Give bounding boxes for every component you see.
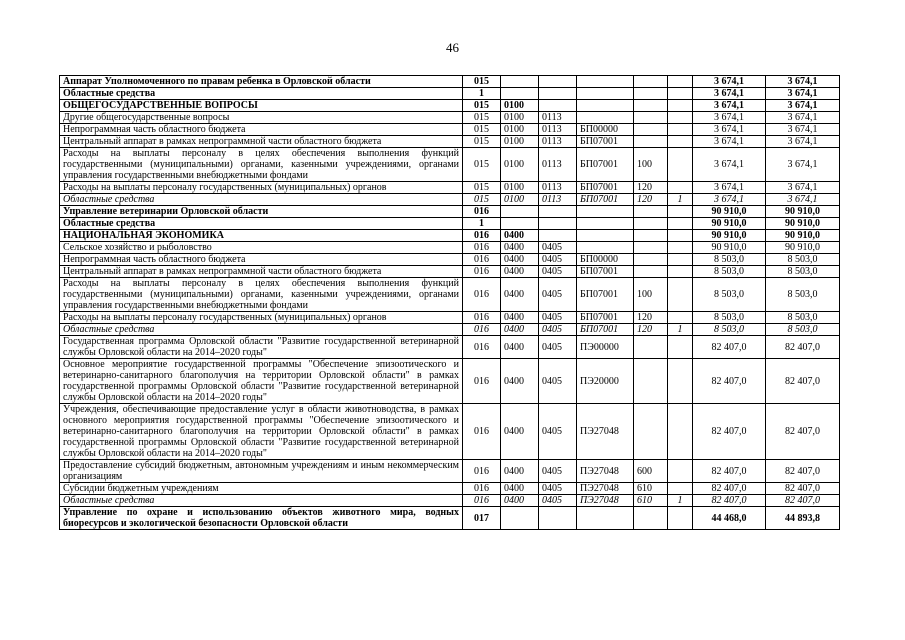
row-sum-1-cell: 3 674,1: [693, 76, 766, 88]
row-sum-1-cell: 3 674,1: [693, 112, 766, 124]
row-pr-cell: [539, 100, 577, 112]
row-pr-cell: 0405: [539, 359, 577, 404]
row-csr-cell: [577, 112, 634, 124]
row-glava-cell: 016: [463, 266, 501, 278]
row-csr-cell: БП07001: [577, 278, 634, 312]
row-vr-cell: 600: [634, 460, 668, 483]
table-row: [60, 206, 840, 218]
row-csr-cell: [577, 88, 634, 100]
row-source-cell: [668, 136, 693, 148]
row-vr-cell: [634, 136, 668, 148]
row-rz-cell: [501, 507, 539, 530]
row-rz-cell: 0400: [501, 242, 539, 254]
row-glava-cell: 016: [463, 404, 501, 460]
row-name-cell: Расходы на выплаты персоналу государственных (муниципальных) органов: [60, 312, 463, 324]
row-sum-2-cell: 90 910,0: [766, 206, 840, 218]
row-csr-cell: ПЭ27048: [577, 460, 634, 483]
row-csr-cell: ПЭ00000: [577, 336, 634, 359]
table-row: [60, 112, 840, 124]
row-sum-1-cell: 82 407,0: [693, 460, 766, 483]
row-vr-cell: 120: [634, 324, 668, 336]
row-csr-cell: БП07001: [577, 312, 634, 324]
row-glava-cell: 015: [463, 124, 501, 136]
row-sum-2-cell: 8 503,0: [766, 312, 840, 324]
row-sum-1-cell: 8 503,0: [693, 312, 766, 324]
row-sum-1-cell: 8 503,0: [693, 254, 766, 266]
row-name-cell: ОБЩЕГОСУДАРСТВЕННЫЕ ВОПРОСЫ: [60, 100, 463, 112]
row-glava-cell: 016: [463, 359, 501, 404]
row-source-cell: [668, 312, 693, 324]
row-csr-cell: БП07001: [577, 148, 634, 182]
row-vr-cell: [634, 218, 668, 230]
row-sum-2-cell: 3 674,1: [766, 194, 840, 206]
row-vr-cell: [634, 124, 668, 136]
row-rz-cell: 0400: [501, 404, 539, 460]
row-glava-cell: 015: [463, 136, 501, 148]
row-rz-cell: 0400: [501, 230, 539, 242]
table-row: [60, 136, 840, 148]
row-sum-1-cell: 8 503,0: [693, 266, 766, 278]
row-pr-cell: [539, 76, 577, 88]
row-rz-cell: [501, 218, 539, 230]
row-vr-cell: [634, 266, 668, 278]
row-csr-cell: БП07001: [577, 324, 634, 336]
row-csr-cell: [577, 76, 634, 88]
row-sum-2-cell: 8 503,0: [766, 324, 840, 336]
row-glava-cell: 015: [463, 76, 501, 88]
row-name-cell: Непрограммная часть областного бюджета: [60, 124, 463, 136]
row-pr-cell: [539, 88, 577, 100]
row-sum-1-cell: 3 674,1: [693, 100, 766, 112]
row-glava-cell: 015: [463, 112, 501, 124]
table-row: [60, 336, 840, 359]
row-rz-cell: [501, 206, 539, 218]
row-sum-2-cell: 8 503,0: [766, 266, 840, 278]
row-csr-cell: БП07001: [577, 182, 634, 194]
row-csr-cell: ПЭ27048: [577, 483, 634, 495]
row-pr-cell: 0113: [539, 136, 577, 148]
row-name-cell: Непрограммная часть областного бюджета: [60, 254, 463, 266]
table-row: [60, 507, 840, 530]
row-name-cell: Учреждения, обеспечивающие предоставление услуг в области животноводства, в рамках основного мероприятия государственной программы "Обеспечение эпизоотического и ветеринарно-санитарного благополучия на территории Орловской области" в рамках государственной программы Орловской области "Развитие государственной ветеринарной службы Орловской области на 2014–2020 годы": [60, 404, 463, 460]
row-rz-cell: 0100: [501, 100, 539, 112]
row-glava-cell: 016: [463, 324, 501, 336]
row-name-cell: Аппарат Уполномоченного по правам ребенка в Орловской области: [60, 76, 463, 88]
row-sum-2-cell: 90 910,0: [766, 242, 840, 254]
row-pr-cell: 0405: [539, 404, 577, 460]
row-pr-cell: 0405: [539, 278, 577, 312]
row-vr-cell: 100: [634, 278, 668, 312]
table-row: [60, 495, 840, 507]
row-name-cell: НАЦИОНАЛЬНАЯ ЭКОНОМИКА: [60, 230, 463, 242]
row-sum-2-cell: 3 674,1: [766, 112, 840, 124]
table-row: [60, 124, 840, 136]
row-glava-cell: 015: [463, 182, 501, 194]
row-sum-2-cell: 82 407,0: [766, 483, 840, 495]
table-row: [60, 242, 840, 254]
table-row: [60, 404, 840, 460]
row-rz-cell: 0400: [501, 278, 539, 312]
row-rz-cell: 0400: [501, 266, 539, 278]
row-rz-cell: 0100: [501, 124, 539, 136]
row-source-cell: [668, 182, 693, 194]
row-source-cell: [668, 460, 693, 483]
row-sum-1-cell: 82 407,0: [693, 483, 766, 495]
row-pr-cell: 0113: [539, 194, 577, 206]
row-rz-cell: 0100: [501, 194, 539, 206]
row-vr-cell: [634, 404, 668, 460]
row-sum-2-cell: 8 503,0: [766, 254, 840, 266]
row-source-cell: [668, 88, 693, 100]
budget-table: [59, 75, 840, 530]
row-rz-cell: 0100: [501, 148, 539, 182]
row-glava-cell: 016: [463, 495, 501, 507]
row-sum-1-cell: 3 674,1: [693, 88, 766, 100]
row-sum-2-cell: 82 407,0: [766, 359, 840, 404]
row-rz-cell: 0400: [501, 312, 539, 324]
row-csr-cell: БП07001: [577, 194, 634, 206]
row-vr-cell: [634, 88, 668, 100]
row-glava-cell: 017: [463, 507, 501, 530]
row-vr-cell: 120: [634, 312, 668, 324]
row-rz-cell: 0400: [501, 359, 539, 404]
row-sum-2-cell: 3 674,1: [766, 76, 840, 88]
row-glava-cell: 016: [463, 483, 501, 495]
row-source-cell: [668, 266, 693, 278]
row-glava-cell: 016: [463, 312, 501, 324]
row-glava-cell: 016: [463, 336, 501, 359]
row-pr-cell: 0405: [539, 336, 577, 359]
table-row: [60, 460, 840, 483]
table-row: [60, 312, 840, 324]
row-name-cell: Основное мероприятие государственной программы "Обеспечение эпизоотического и ветеринарно-санитарного благополучия на территории Орловской области" в рамках государственной программы Орловской области "Развитие государственной ветеринарной службы Орловской области на 2014–2020 годы": [60, 359, 463, 404]
row-pr-cell: [539, 507, 577, 530]
row-glava-cell: 016: [463, 242, 501, 254]
row-source-cell: [668, 100, 693, 112]
row-sum-2-cell: 82 407,0: [766, 404, 840, 460]
row-csr-cell: [577, 230, 634, 242]
row-vr-cell: [634, 336, 668, 359]
table-row: [60, 266, 840, 278]
row-sum-1-cell: 3 674,1: [693, 194, 766, 206]
row-name-cell: Управление ветеринарии Орловской области: [60, 206, 463, 218]
row-pr-cell: 0405: [539, 460, 577, 483]
row-rz-cell: 0400: [501, 336, 539, 359]
row-vr-cell: [634, 76, 668, 88]
table-row: [60, 100, 840, 112]
row-csr-cell: [577, 507, 634, 530]
row-csr-cell: [577, 206, 634, 218]
row-sum-2-cell: 3 674,1: [766, 88, 840, 100]
row-sum-1-cell: 90 910,0: [693, 218, 766, 230]
row-vr-cell: [634, 254, 668, 266]
row-vr-cell: [634, 359, 668, 404]
row-glava-cell: 016: [463, 230, 501, 242]
table-row: [60, 218, 840, 230]
row-vr-cell: [634, 206, 668, 218]
row-rz-cell: 0400: [501, 460, 539, 483]
row-name-cell: Предоставление субсидий бюджетным, автономным учреждениям и иным некоммерческим организациям: [60, 460, 463, 483]
row-source-cell: [668, 359, 693, 404]
row-glava-cell: 016: [463, 206, 501, 218]
row-name-cell: Управление по охране и использованию объектов животного мира, водных биоресурсов и экологической безопасности Орловской области: [60, 507, 463, 530]
row-rz-cell: 0400: [501, 254, 539, 266]
row-sum-2-cell: 8 503,0: [766, 278, 840, 312]
row-csr-cell: БП07001: [577, 136, 634, 148]
row-sum-1-cell: 8 503,0: [693, 324, 766, 336]
row-source-cell: [668, 404, 693, 460]
row-sum-1-cell: 3 674,1: [693, 148, 766, 182]
row-pr-cell: 0405: [539, 483, 577, 495]
row-glava-cell: 015: [463, 100, 501, 112]
row-rz-cell: 0100: [501, 182, 539, 194]
row-name-cell: Сельское хозяйство и рыболовство: [60, 242, 463, 254]
row-name-cell: Областные средства: [60, 194, 463, 206]
row-rz-cell: 0400: [501, 324, 539, 336]
row-glava-cell: 016: [463, 278, 501, 312]
table-row: [60, 483, 840, 495]
row-pr-cell: 0113: [539, 148, 577, 182]
row-csr-cell: БП00000: [577, 124, 634, 136]
row-csr-cell: ПЭ20000: [577, 359, 634, 404]
row-vr-cell: 120: [634, 194, 668, 206]
row-source-cell: [668, 206, 693, 218]
row-sum-1-cell: 82 407,0: [693, 359, 766, 404]
table-row: [60, 278, 840, 312]
row-sum-2-cell: 3 674,1: [766, 100, 840, 112]
row-source-cell: [668, 148, 693, 182]
row-sum-2-cell: 3 674,1: [766, 124, 840, 136]
row-sum-2-cell: 3 674,1: [766, 136, 840, 148]
row-source-cell: [668, 336, 693, 359]
row-csr-cell: БП00000: [577, 254, 634, 266]
row-sum-1-cell: 82 407,0: [693, 495, 766, 507]
row-sum-2-cell: 90 910,0: [766, 218, 840, 230]
row-pr-cell: 0113: [539, 112, 577, 124]
row-source-cell: [668, 230, 693, 242]
row-vr-cell: 610: [634, 495, 668, 507]
row-sum-1-cell: 44 468,0: [693, 507, 766, 530]
row-source-cell: [668, 124, 693, 136]
row-source-cell: 1: [668, 324, 693, 336]
row-pr-cell: [539, 218, 577, 230]
row-pr-cell: 0113: [539, 124, 577, 136]
row-vr-cell: [634, 112, 668, 124]
row-sum-1-cell: 82 407,0: [693, 336, 766, 359]
row-sum-2-cell: 3 674,1: [766, 182, 840, 194]
row-name-cell: Государственная программа Орловской области "Развитие государственной ветеринарной службы Орловской области на 2014–2020 годы": [60, 336, 463, 359]
row-source-cell: [668, 218, 693, 230]
row-sum-1-cell: 90 910,0: [693, 230, 766, 242]
row-sum-2-cell: 44 893,8: [766, 507, 840, 530]
row-name-cell: Центральный аппарат в рамках непрограммной части областного бюджета: [60, 136, 463, 148]
row-sum-2-cell: 90 910,0: [766, 230, 840, 242]
row-rz-cell: [501, 76, 539, 88]
row-rz-cell: [501, 88, 539, 100]
row-pr-cell: [539, 206, 577, 218]
row-name-cell: Центральный аппарат в рамках непрограммной части областного бюджета: [60, 266, 463, 278]
row-sum-1-cell: 3 674,1: [693, 182, 766, 194]
table-row: [60, 254, 840, 266]
table-row: [60, 76, 840, 88]
row-source-cell: [668, 76, 693, 88]
budget-table-body: [60, 76, 840, 530]
row-sum-1-cell: 90 910,0: [693, 242, 766, 254]
row-glava-cell: 016: [463, 460, 501, 483]
row-glava-cell: 1: [463, 88, 501, 100]
row-vr-cell: 100: [634, 148, 668, 182]
row-source-cell: 1: [668, 495, 693, 507]
table-row: [60, 359, 840, 404]
row-pr-cell: 0405: [539, 266, 577, 278]
row-name-cell: Расходы на выплаты персоналу государственных (муниципальных) органов: [60, 182, 463, 194]
row-pr-cell: 0405: [539, 324, 577, 336]
row-name-cell: Областные средства: [60, 218, 463, 230]
row-vr-cell: [634, 230, 668, 242]
row-name-cell: Областные средства: [60, 495, 463, 507]
table-row: [60, 88, 840, 100]
table-row: [60, 194, 840, 206]
row-csr-cell: ПЭ27048: [577, 495, 634, 507]
row-pr-cell: [539, 230, 577, 242]
row-vr-cell: [634, 507, 668, 530]
row-vr-cell: 120: [634, 182, 668, 194]
row-csr-cell: ПЭ27048: [577, 404, 634, 460]
row-glava-cell: 1: [463, 218, 501, 230]
row-source-cell: [668, 242, 693, 254]
row-csr-cell: [577, 218, 634, 230]
row-pr-cell: 0405: [539, 254, 577, 266]
row-rz-cell: 0100: [501, 136, 539, 148]
row-vr-cell: [634, 242, 668, 254]
row-source-cell: [668, 278, 693, 312]
row-rz-cell: 0100: [501, 112, 539, 124]
row-glava-cell: 015: [463, 194, 501, 206]
row-name-cell: Расходы на выплаты персоналу в целях обеспечения выполнения функций государственными (муниципальными) органами, казенными учреждениями, органами управления государственными внебюджетными фондами: [60, 278, 463, 312]
row-vr-cell: 610: [634, 483, 668, 495]
row-pr-cell: 0405: [539, 495, 577, 507]
row-sum-2-cell: 82 407,0: [766, 495, 840, 507]
row-source-cell: [668, 254, 693, 266]
row-pr-cell: 0405: [539, 312, 577, 324]
row-source-cell: [668, 112, 693, 124]
row-sum-1-cell: 3 674,1: [693, 136, 766, 148]
row-csr-cell: [577, 242, 634, 254]
row-source-cell: 1: [668, 194, 693, 206]
row-glava-cell: 016: [463, 254, 501, 266]
row-pr-cell: 0113: [539, 182, 577, 194]
row-vr-cell: [634, 100, 668, 112]
row-source-cell: [668, 483, 693, 495]
row-sum-1-cell: 90 910,0: [693, 206, 766, 218]
row-rz-cell: 0400: [501, 483, 539, 495]
table-row: [60, 324, 840, 336]
page-number: 46: [446, 40, 459, 55]
table-row: [60, 182, 840, 194]
row-sum-1-cell: 3 674,1: [693, 124, 766, 136]
row-csr-cell: [577, 100, 634, 112]
row-csr-cell: БП07001: [577, 266, 634, 278]
row-name-cell: Областные средства: [60, 324, 463, 336]
row-sum-1-cell: 82 407,0: [693, 404, 766, 460]
row-sum-2-cell: 82 407,0: [766, 336, 840, 359]
row-sum-1-cell: 8 503,0: [693, 278, 766, 312]
row-name-cell: Расходы на выплаты персоналу в целях обеспечения выполнения функций государственными (муниципальными) органами, казенными учреждениями, органами управления государственными внебюджетными фондами: [60, 148, 463, 182]
row-source-cell: [668, 507, 693, 530]
row-name-cell: Субсидии бюджетным учреждениям: [60, 483, 463, 495]
row-glava-cell: 015: [463, 148, 501, 182]
row-rz-cell: 0400: [501, 495, 539, 507]
row-sum-2-cell: 3 674,1: [766, 148, 840, 182]
row-name-cell: Областные средства: [60, 88, 463, 100]
table-row: [60, 230, 840, 242]
row-sum-2-cell: 82 407,0: [766, 460, 840, 483]
row-pr-cell: 0405: [539, 242, 577, 254]
row-name-cell: Другие общегосударственные вопросы: [60, 112, 463, 124]
table-row: [60, 148, 840, 182]
